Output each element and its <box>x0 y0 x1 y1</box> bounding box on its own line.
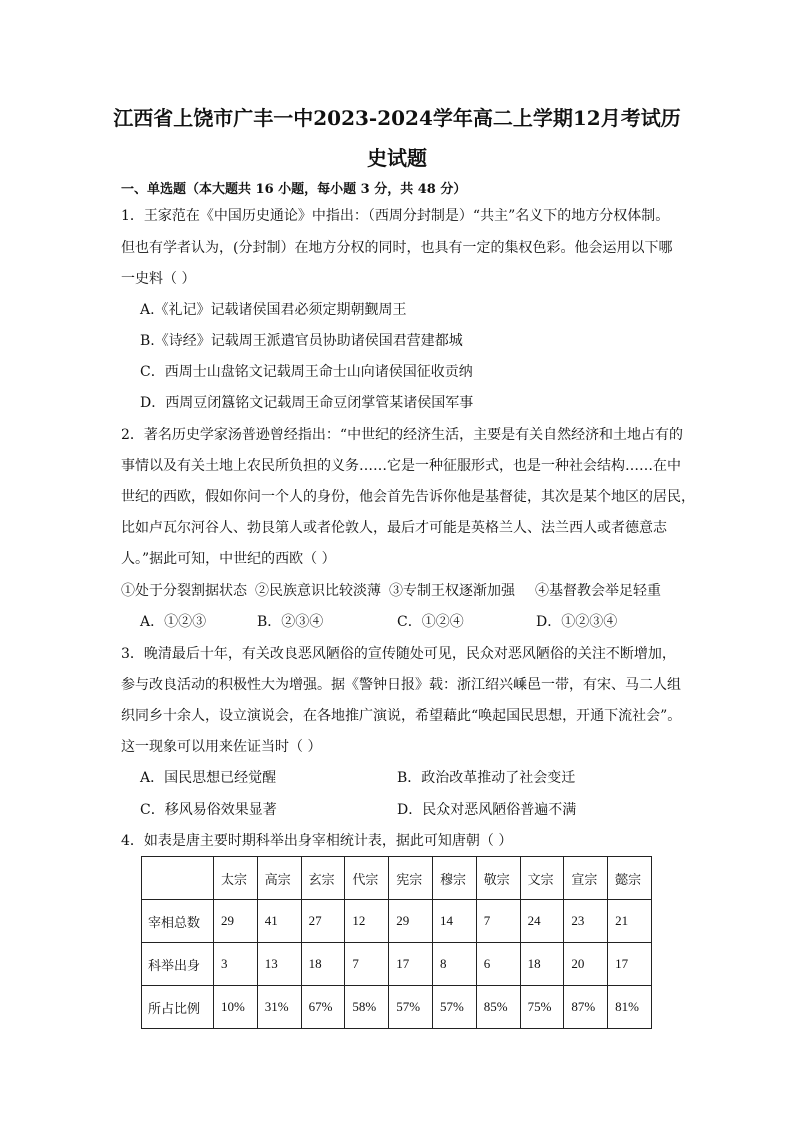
table-cell: 8 <box>432 943 476 986</box>
table-column-header: 宣宗 <box>564 857 608 900</box>
question-2-statements <box>121 582 661 600</box>
table-cell: 23 <box>564 900 608 943</box>
table-cell: 87% <box>564 986 608 1029</box>
chancellor-stats-table <box>141 856 652 1029</box>
table-column-header: 敬宗 <box>476 857 520 900</box>
statement-4: ④基督教会举足轻重 <box>535 583 661 599</box>
table-column-header: 文宗 <box>520 857 564 900</box>
statement-2: ②民族意识比较淡薄 <box>255 583 381 599</box>
table-cell: 57% <box>389 986 433 1029</box>
table-row-label: 科举出身 <box>142 943 214 986</box>
question-2-stem-line-1: 2．著名历史学家汤普逊曾经指出：“中世纪的经济生活，主要是有关自然经济和土地占有的 <box>121 427 684 443</box>
table-cell: 21 <box>608 900 652 943</box>
table-cell: 20 <box>564 943 608 986</box>
table-header-row <box>142 857 652 900</box>
question-3-option-c: C．移风易俗效果显著 <box>140 802 277 818</box>
table-cell: 18 <box>520 943 564 986</box>
table-cell: 31% <box>257 986 301 1029</box>
table-cell: 6 <box>476 943 520 986</box>
table-cell: 29 <box>214 900 258 943</box>
table-column-header: 太宗 <box>214 857 258 900</box>
question-1-stem-line-2: 但也有学者认为，(分封制）在地方分权的同时，也具有一定的集权色彩。他会运用以下哪 <box>121 240 673 256</box>
table-cell: 24 <box>520 900 564 943</box>
table-cell: 3 <box>214 943 258 986</box>
document-title-line-2: 史试题 <box>367 146 427 170</box>
question-3-stem-line-3: 织同乡十余人，设立演说会，在各地推广演说，希望藉此“唤起国民思想，开通下流社会”。 <box>121 708 682 724</box>
table-cell: 13 <box>257 943 301 986</box>
table-cell: 27 <box>301 900 345 943</box>
question-2-option-b: B．②③④ <box>257 614 324 630</box>
table-column-header: 高宗 <box>257 857 301 900</box>
question-2-stem-line-3: 世纪的西欧，假如你问一个人的身份，他会首先告诉你他是基督徒，其次是某个地区的居民， <box>121 489 695 505</box>
document-title-line-1: 江西省上饶市广丰一中2023-2024学年高二上学期12月考试历 <box>113 106 681 130</box>
table-cell: 10% <box>214 986 258 1029</box>
question-3-option-b: B．政治改革推动了社会变迁 <box>397 770 576 786</box>
question-1-stem-line-3: 一史料（ ） <box>121 271 196 287</box>
table-cell: 7 <box>476 900 520 943</box>
section-heading: 一、单选题（本大题共 16 小题，每小题 3 分，共 48 分） <box>121 182 467 197</box>
statement-1: ①处于分裂割据状态 <box>121 583 247 599</box>
question-2-option-d: D．①②③④ <box>536 614 618 630</box>
table-cell: 81% <box>608 986 652 1029</box>
table-column-header: 穆宗 <box>432 857 476 900</box>
question-2-stem-line-4: 比如卢瓦尔河谷人、勃艮第人或者伦敦人，最后才可能是英格兰人、法兰西人或者德意志 <box>121 520 667 536</box>
table-cell: 12 <box>345 900 389 943</box>
table-cell: 14 <box>432 900 476 943</box>
table-corner-cell <box>142 857 214 900</box>
question-3-option-a: A．国民思想已经觉醒 <box>140 770 277 786</box>
table-cell: 17 <box>608 943 652 986</box>
table-cell: 17 <box>389 943 433 986</box>
table-row-label: 所占比例 <box>142 986 214 1029</box>
table-cell: 58% <box>345 986 389 1029</box>
table-cell: 85% <box>476 986 520 1029</box>
question-3-option-d: D．民众对恶风陋俗普遍不满 <box>397 802 577 818</box>
table-cell: 7 <box>345 943 389 986</box>
statement-3: ③专制王权逐渐加强 <box>389 583 515 599</box>
question-3-stem-line-2: 参与改良活动的积极性大为增强。据《警钟日报》载：浙江绍兴嵊邑一带，有宋、马二人组 <box>121 677 681 693</box>
question-2-stem-line-2: 事情以及有关土地上农民所负担的义务……它是一种征服形式，也是一种社会结构……在中 <box>121 458 681 474</box>
table-row <box>142 900 652 943</box>
question-1-option-a: A.《礼记》记载诸侯国君必须定期朝觐周王 <box>140 302 407 318</box>
question-3-stem-line-1: 3．晚清最后十年，有关改良恶风陋俗的宣传随处可见，民众对恶风陋俗的关注不断增加， <box>121 646 676 662</box>
table-row <box>142 943 652 986</box>
question-1-option-c: C．西周士山盘铭文记载周王命士山向诸侯国征收贡纳 <box>140 364 473 380</box>
table-cell: 29 <box>389 900 433 943</box>
table-row-label: 宰相总数 <box>142 900 214 943</box>
table-column-header: 懿宗 <box>608 857 652 900</box>
question-2-option-a: A．①②③ <box>140 614 207 630</box>
table-column-header: 玄宗 <box>301 857 345 900</box>
table-column-header: 代宗 <box>345 857 389 900</box>
table-cell: 18 <box>301 943 345 986</box>
table-cell: 75% <box>520 986 564 1029</box>
question-2-stem-line-5: 人。”据此可知，中世纪的西欧（ ） <box>121 551 336 567</box>
question-1-option-d: D．西周豆闭簋铭文记载周王命豆闭掌管某诸侯国军事 <box>140 395 474 411</box>
table-cell: 57% <box>432 986 476 1029</box>
table-cell: 41 <box>257 900 301 943</box>
question-1-option-b: B.《诗经》记载周王派遣官员协助诸侯国君营建都城 <box>140 333 463 349</box>
question-3-stem-line-4: 这一现象可以用来佐证当时（ ） <box>121 739 322 755</box>
question-2-option-c: C．①②④ <box>397 614 464 630</box>
table-column-header: 宪宗 <box>389 857 433 900</box>
table-cell: 67% <box>301 986 345 1029</box>
question-4-stem: 4．如表是唐主要时期科举出身宰相统计表，据此可知唐朝（ ） <box>121 833 513 849</box>
table-row <box>142 986 652 1029</box>
question-1-stem-line-1: 1．王家范在《中国历史通论》中指出：（西周分封制是）“共主”名义下的地方分权体制。 <box>121 208 670 224</box>
